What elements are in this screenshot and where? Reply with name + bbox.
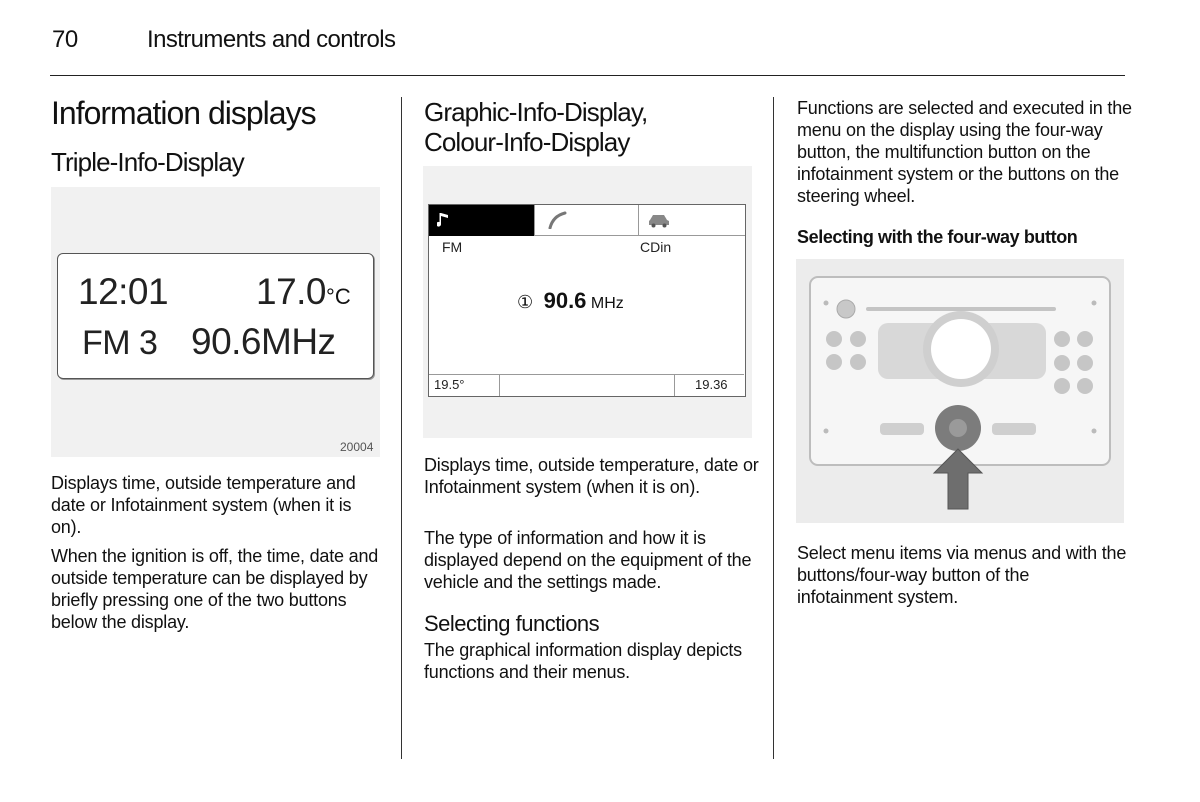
screen-time: 19.36 [695, 377, 728, 392]
heading-triple-info-display: Triple-Info-Display [51, 147, 244, 177]
freq-value: 90.6 [191, 321, 262, 362]
tab-audio [429, 205, 535, 236]
status-divider-left [499, 374, 500, 396]
display-time: 12:01 [78, 271, 169, 312]
car-icon [647, 212, 671, 228]
figure-code: 20004 [340, 440, 374, 454]
infotainment-panel-figure [796, 259, 1124, 523]
phone-handset-icon [547, 211, 569, 229]
col1-paragraph-2: When the ignition is off, the time, date and outside temperature can be displayed by briefly pressing one of the two buttons below the display. [51, 546, 379, 632]
heading-graphic-info-display: Graphic-Info-Display, Colour-Info-Display [424, 97, 648, 157]
column-divider-1 [401, 97, 402, 759]
header-rule [50, 75, 1125, 76]
column-divider-2 [773, 97, 774, 759]
col1-paragraph-1: Displays time, outside temperature and date or Infotainment system (when it is on). [51, 473, 356, 537]
screen-right-label: CDin [640, 239, 672, 255]
heading-selecting-functions: Selecting functions [424, 611, 600, 636]
tab-vehicle [639, 205, 745, 236]
col3-paragraph-1: Functions are selected and executed in the menu on the display using the four-way button, the multifunction button on the infotainment system or the buttons on the steering wheel. [797, 98, 1132, 206]
screen-frequency-unit: MHz [590, 295, 624, 312]
music-note-icon [437, 211, 451, 229]
temp-value: 17.0 [256, 271, 327, 312]
col3-paragraph-2: Select menu items via menus and with the buttons/four-way button of the infotainment system. [797, 543, 1127, 607]
col2-paragraph-2: The type of information and how it is displayed depend on the equipment of the vehicle and the settings made. [424, 528, 752, 592]
screen-frequency-line [517, 288, 624, 314]
preset-number: ① [517, 292, 534, 312]
screen-status-rule [429, 374, 744, 375]
infotainment-panel-illustration [796, 259, 1124, 523]
screen-left-label: FM [442, 239, 463, 255]
tab-phone [535, 205, 639, 236]
col2-paragraph-1: Displays time, outside temperature, date or Infotainment system (when it is on). [424, 455, 759, 497]
heading-four-way-button: Selecting with the four-way button [797, 227, 1078, 247]
col2-paragraph-3: The graphical information display depicts functions and their menus. [424, 640, 742, 682]
page-number: 70 [52, 26, 78, 53]
triple-info-display [57, 253, 374, 379]
display-temperature [256, 271, 351, 313]
status-divider-right [674, 374, 675, 396]
heading-information-displays: Information displays [51, 95, 316, 131]
section-title: Instruments and controls [147, 26, 396, 53]
display-source: FM 3 [82, 324, 158, 362]
graphic-info-display-screen [428, 204, 746, 397]
screen-frequency: 90.6 [543, 288, 587, 313]
screen-temperature: 19.5° [434, 377, 465, 392]
temp-unit: °C [326, 284, 351, 309]
display-frequency [191, 321, 336, 363]
freq-unit: MHz [261, 321, 336, 362]
